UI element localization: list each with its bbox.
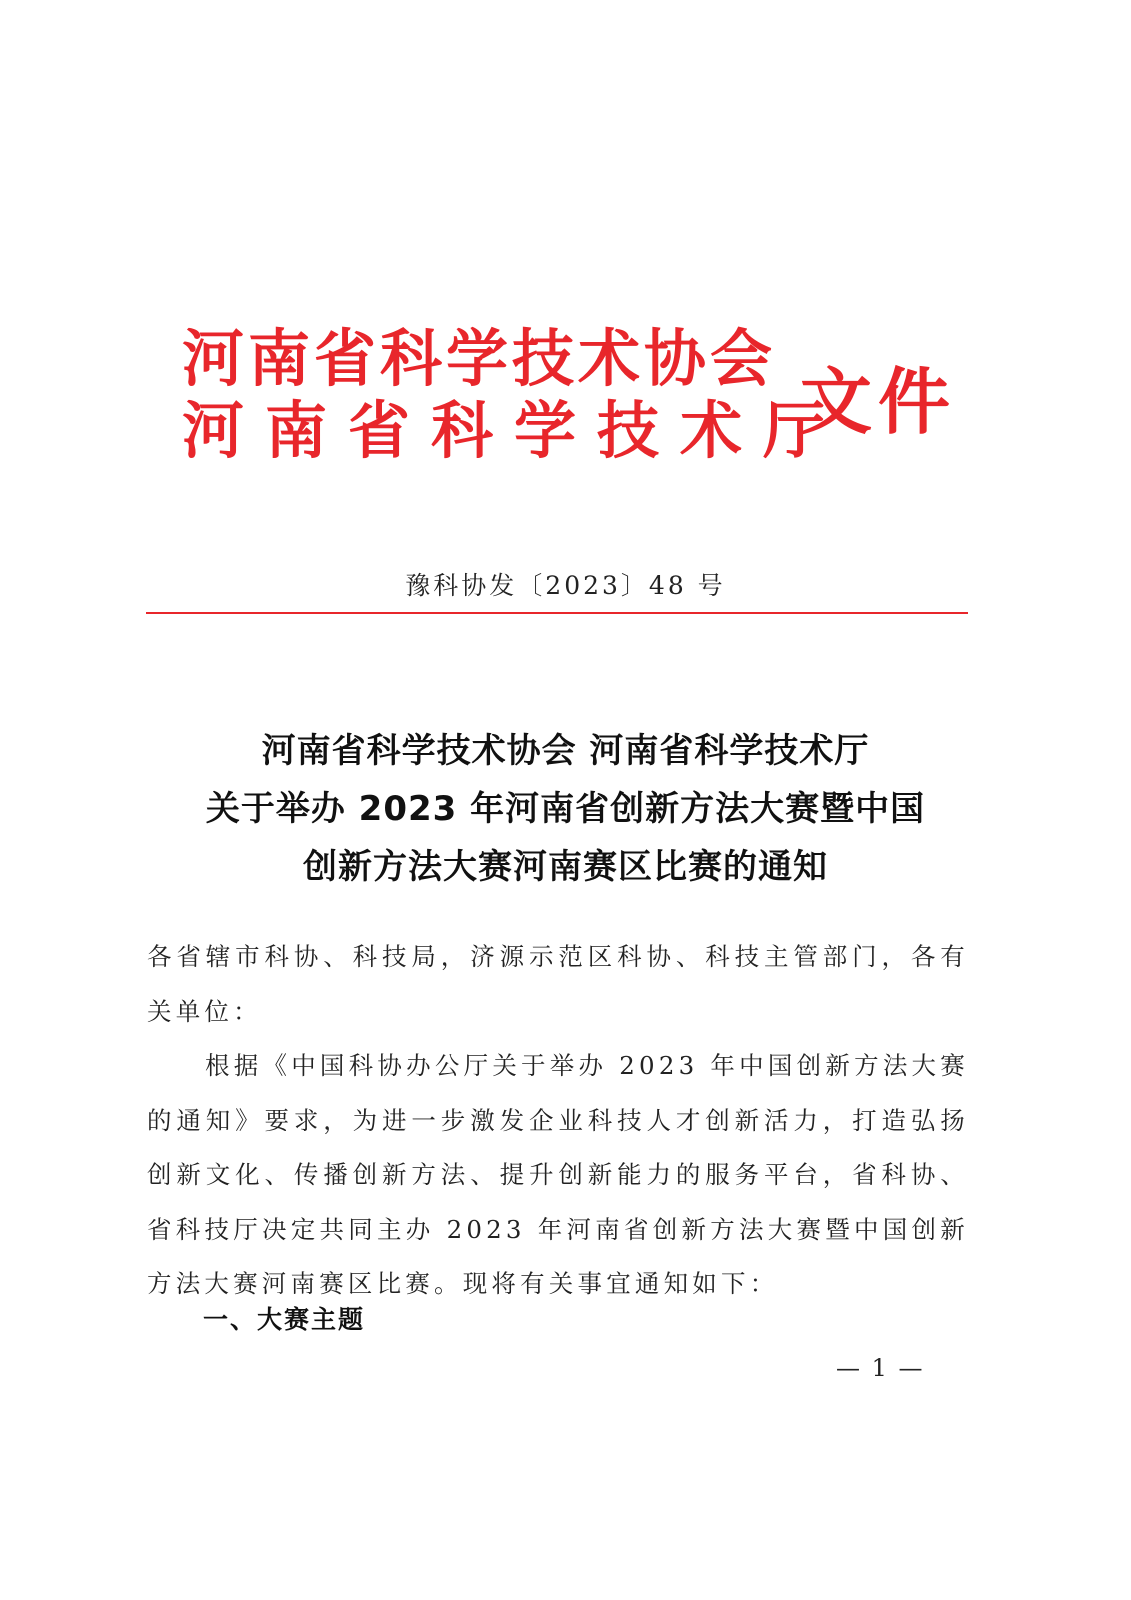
issuing-org-2: 河南省科学技术厅 bbox=[182, 394, 847, 467]
title-line-1: 河南省科学技术协会 河南省科学技术厅 bbox=[261, 731, 870, 771]
document-header bbox=[182, 322, 962, 476]
page-number: — 1 — bbox=[836, 1354, 925, 1382]
body-paragraph: 根据《中国科协办公厅关于举办 2023 年中国创新方法大赛的通知》要求，为进一步激发企业科技人才创新活力，打造弘扬创新文化、传播创新方法、提升创新能力的服务平台，省科协、省科技厅决定共同主办 2023 年河南省创新方法大赛暨中国创新方法大赛河南赛区比赛。现将有关事宜通知如下： bbox=[147, 1051, 969, 1298]
red-separator-line bbox=[146, 612, 968, 614]
document-type-label: 文件 bbox=[800, 360, 957, 444]
salutation: 各省辖市科协、科技局，济源示范区科协、科技主管部门，各有关单位： bbox=[147, 942, 969, 1026]
title-line-2: 关于举办 2023 年河南省创新方法大赛暨中国 bbox=[205, 789, 926, 829]
document-title bbox=[0, 722, 1131, 896]
document-body bbox=[147, 930, 969, 1312]
section-heading: 一、大赛主题 bbox=[203, 1305, 366, 1334]
title-line-3: 创新方法大赛河南赛区比赛的通知 bbox=[303, 847, 828, 887]
document-number: 豫科协发〔2023〕48 号 bbox=[405, 571, 726, 600]
issuing-org-1: 河南省科学技术协会 bbox=[182, 322, 777, 395]
